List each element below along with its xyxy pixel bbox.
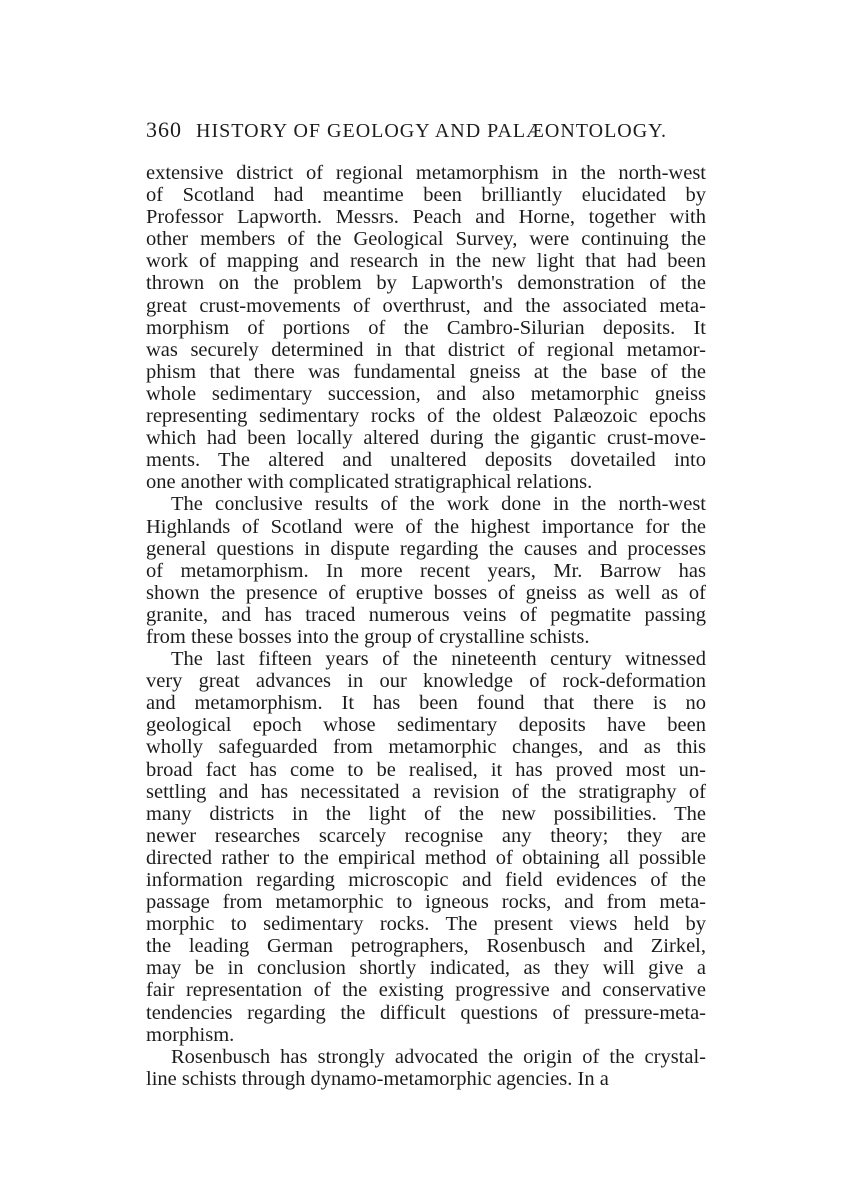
text-line: geological epoch whose sedimentary deposits have been bbox=[146, 714, 706, 737]
text-line: line schists through dynamo-metamorphic agencies. In a bbox=[146, 1067, 609, 1090]
text-line: was securely determined in that district of regional metamor- bbox=[146, 338, 706, 361]
text-line: ments. The altered and unaltered deposits dovetailed into bbox=[146, 449, 706, 472]
text-line: may be in conclusion shortly indicated, as they will give a bbox=[146, 957, 706, 980]
text-line: great crust-movements of overthrust, and the associated meta- bbox=[146, 294, 706, 317]
page-number: 360 bbox=[146, 117, 182, 142]
paragraph bbox=[146, 493, 706, 648]
text-line: granite, and has traced numerous veins of pegmatite passing bbox=[146, 603, 706, 626]
text-line: morphic to sedimentary rocks. The present views held by bbox=[146, 913, 706, 936]
running-head bbox=[146, 118, 706, 143]
text-line: general questions in dispute regarding the causes and processes bbox=[146, 537, 706, 560]
text-line: broad fact has come to be realised, it has proved most un- bbox=[146, 758, 706, 781]
text-line: representing sedimentary rocks of the oldest Palæozoic epochs bbox=[146, 405, 706, 428]
text-line: from these bosses into the group of crystalline schists. bbox=[146, 625, 590, 648]
text-line: which had been locally altered during the gigantic crust-move- bbox=[146, 427, 706, 450]
text-line: newer researches scarcely recognise any theory; they are bbox=[146, 824, 706, 847]
text-line: shown the presence of eruptive bosses of gneiss as well as of bbox=[146, 581, 706, 604]
text-line: fair representation of the existing progressive and conservative bbox=[146, 979, 706, 1002]
text-line: thrown on the problem by Lapworth's demonstration of the bbox=[146, 272, 706, 295]
text-line: tendencies regarding the difficult questions of pressure-meta- bbox=[146, 1001, 706, 1024]
text-line: phism that there was fundamental gneiss at the base of the bbox=[146, 360, 706, 383]
text-line: one another with complicated stratigraphical relations. bbox=[146, 471, 593, 494]
text-line: very great advances in our knowledge of rock-deformation bbox=[146, 670, 706, 693]
paragraph bbox=[146, 162, 706, 493]
text-line: Rosenbusch has strongly advocated the origin of the crystal- bbox=[171, 1045, 706, 1068]
text-line: The last fifteen years of the nineteenth century witnessed bbox=[171, 648, 706, 671]
text-line: passage from metamorphic to igneous rocks, and from meta- bbox=[146, 891, 706, 914]
text-line: Professor Lapworth. Messrs. Peach and Horne, together with bbox=[146, 206, 706, 229]
text-line: work of mapping and research in the new light that had been bbox=[146, 250, 706, 273]
text-line: The conclusive results of the work done in the north-west bbox=[171, 493, 706, 516]
text-line: of metamorphism. In more recent years, Mr. Barrow has bbox=[146, 559, 706, 582]
text-line: other members of the Geological Survey, were continuing the bbox=[146, 228, 706, 251]
text-line: and metamorphism. It has been found that there is no bbox=[146, 692, 706, 715]
text-line: many districts in the light of the new possibilities. The bbox=[146, 802, 706, 825]
text-line: extensive district of regional metamorphism in the north-west bbox=[146, 162, 706, 184]
text-line: information regarding microscopic and field evidences of the bbox=[146, 869, 706, 891]
body-text bbox=[146, 162, 706, 1090]
text-line: directed rather to the empirical method of obtaining all possible bbox=[146, 846, 706, 869]
text-line: whole sedimentary succession, and also metamorphic gneiss bbox=[146, 382, 706, 405]
running-title: HISTORY OF GEOLOGY AND PALÆONTOLOGY. bbox=[196, 120, 668, 142]
text-line: wholly safeguarded from metamorphic changes, and as this bbox=[146, 736, 706, 759]
text-line: settling and has necessitated a revision of the stratigraphy of bbox=[146, 780, 706, 803]
paragraph bbox=[146, 648, 706, 1046]
text-line: morphism. bbox=[146, 1023, 235, 1046]
text-line: morphism of portions of the Cambro-Silurian deposits. It bbox=[146, 316, 706, 339]
text-line: of Scotland had meantime been brilliantly elucidated by bbox=[146, 184, 706, 207]
paragraph bbox=[146, 1046, 706, 1090]
text-line: Highlands of Scotland were of the highest importance for the bbox=[146, 515, 706, 538]
text-line: the leading German petrographers, Rosenbusch and Zirkel, bbox=[146, 935, 706, 958]
